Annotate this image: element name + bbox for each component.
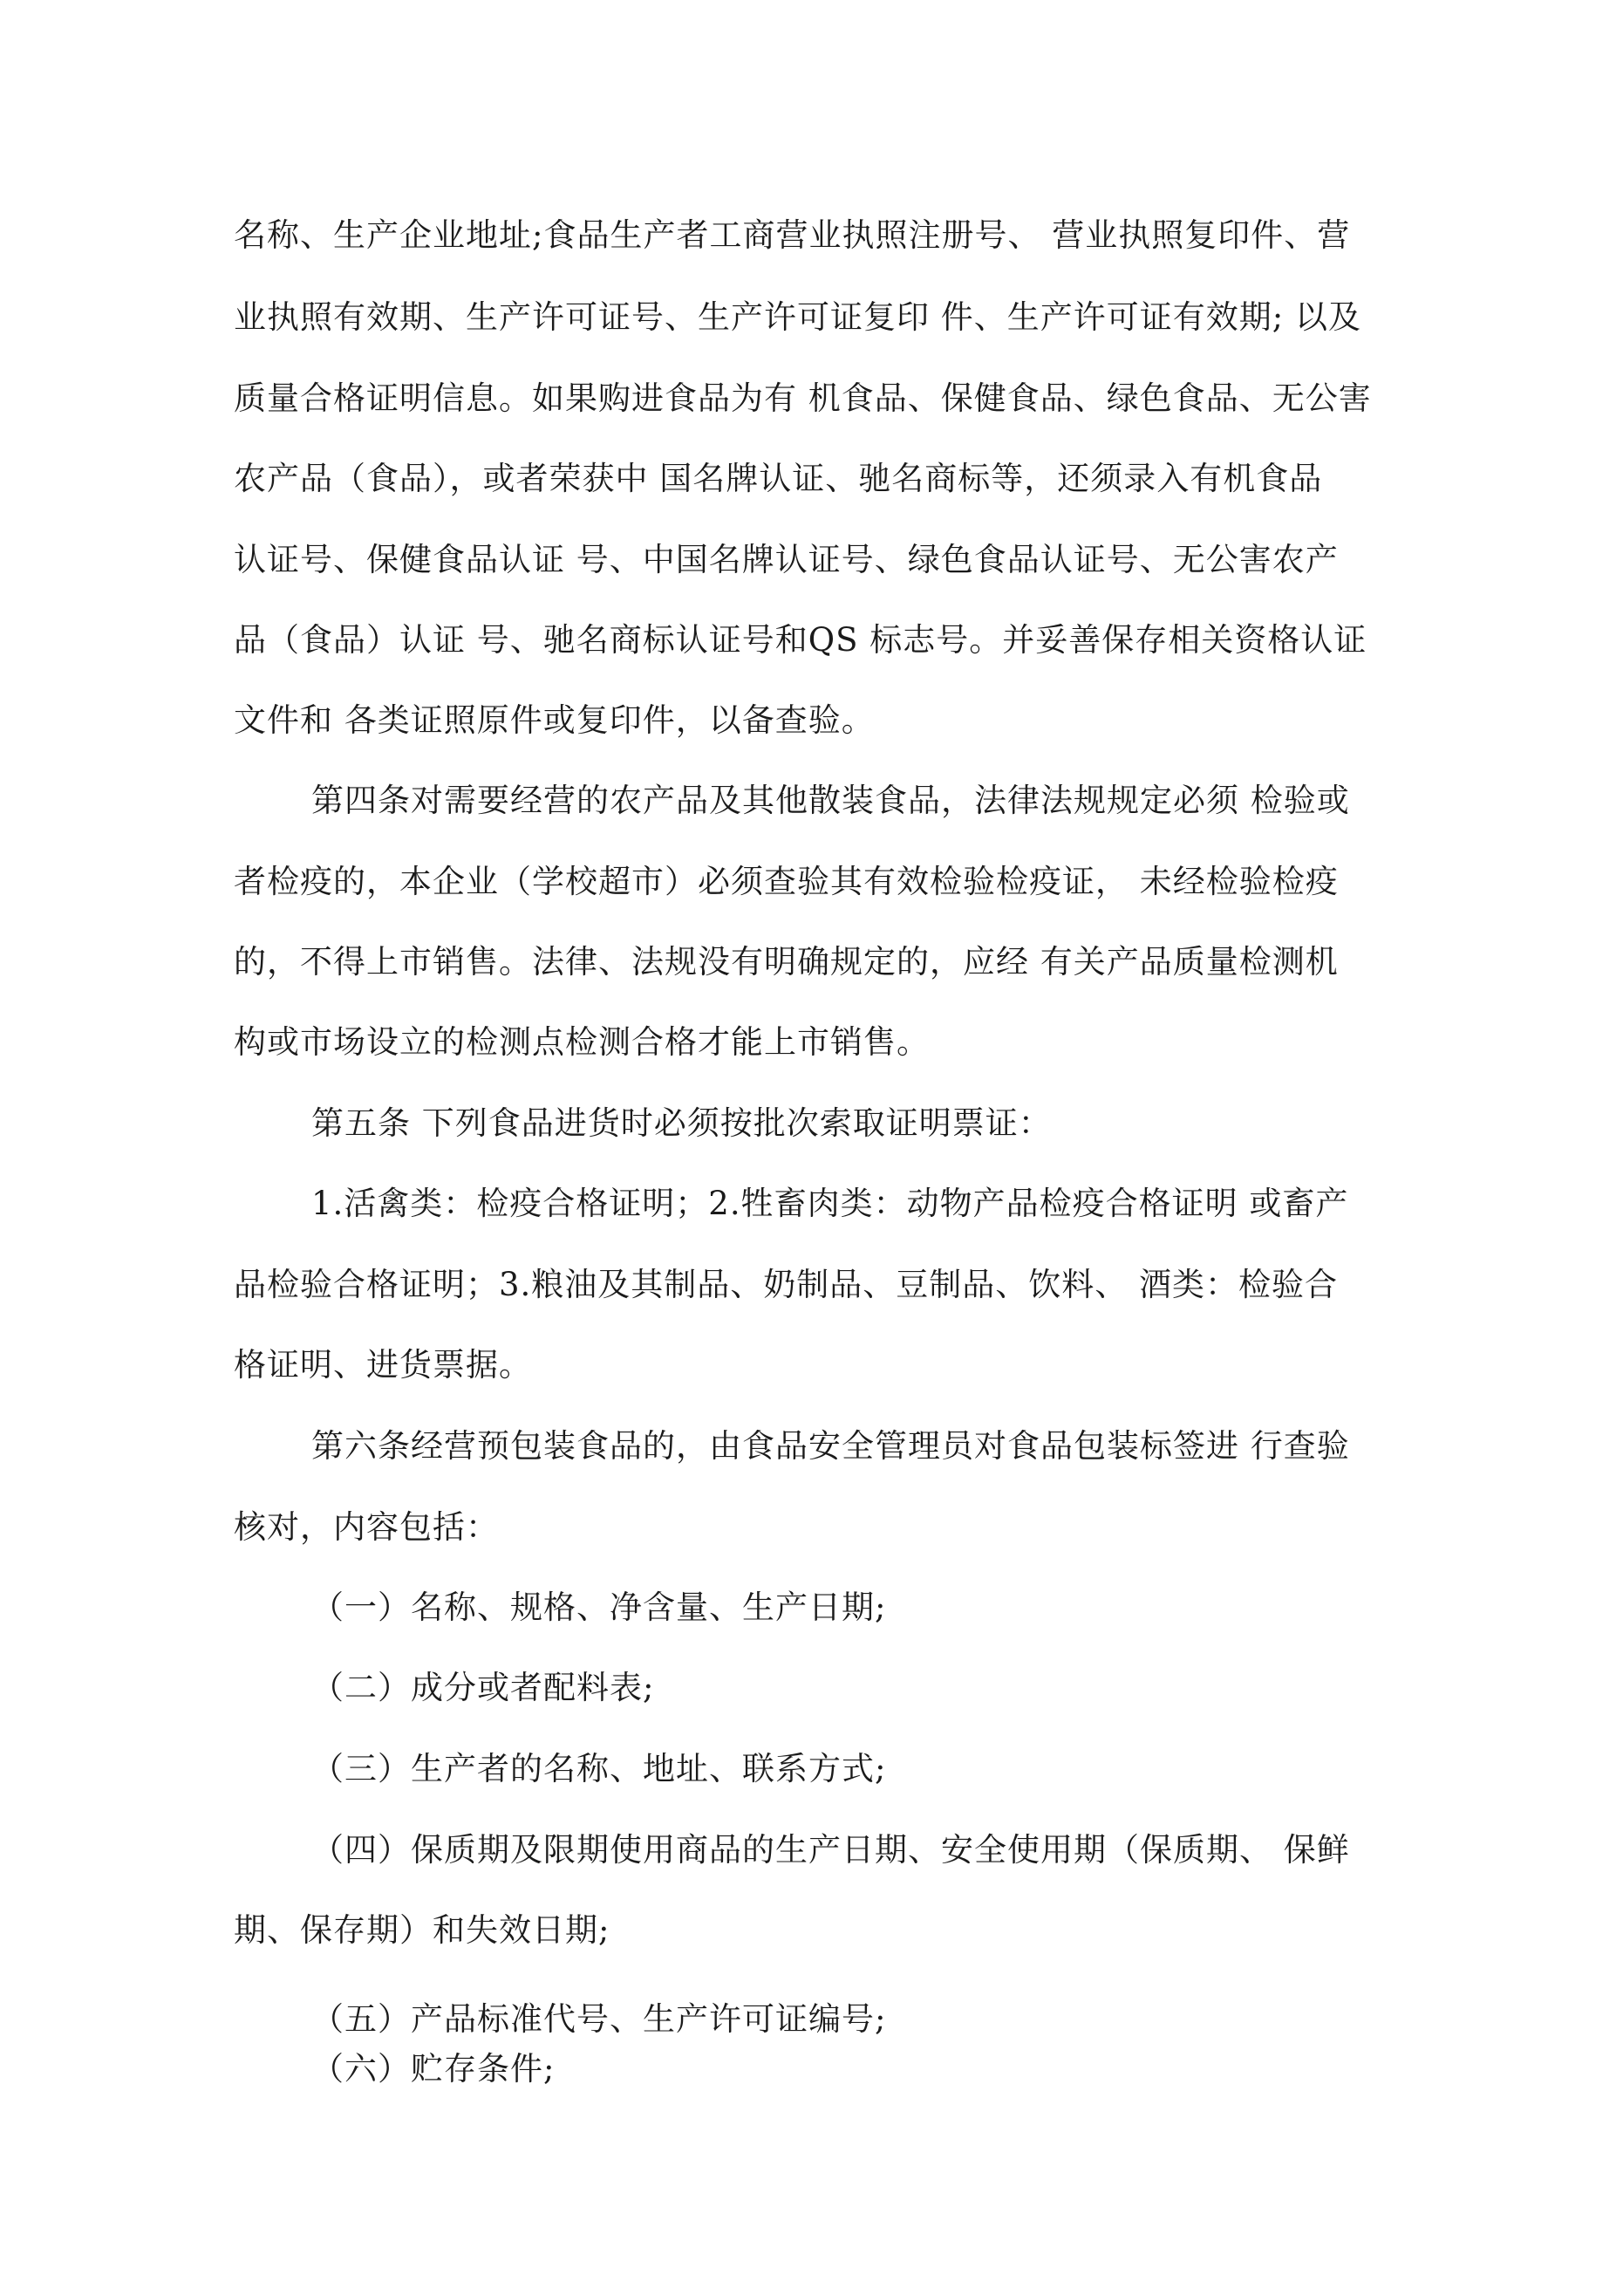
text-line-2: 业执照有效期、生产许可证号、生产许可证复印 件、生产许可证有效期; 以及 [234,298,1361,336]
list-item-5: （五）产品标准代号、生产许可证编号; [311,2000,887,2038]
article-5-heading: 第五条 下列食品进货时必须按批次索取证明票证： [311,1104,1052,1142]
text-line-5: 认证号、保健食品认证 号、中国名牌认证号、绿色食品认证号、无公害农产 [234,541,1339,578]
list-item-2: （二）成分或者配料表; [311,1669,655,1706]
text-line-7: 文件和 各类证照原件或复印件，以备查验。 [234,701,875,739]
article-4-line-1: 第四条对需要经营的农产品及其他散装食品，法律法规规定必须 检验或 [311,782,1350,819]
article-5-line-2: 品检验合格证明；3.粮油及其制品、奶制品、豆制品、饮料、 酒类：检验合 [234,1266,1339,1303]
text-line-4: 农产品（食品），或者荣获中 国名牌认证、驰名商标等，还须录入有机食品 [234,460,1323,497]
article-6-line-2: 核对，内容包括： [234,1508,499,1546]
list-item-1: （一）名称、规格、净含量、生产日期; [311,1589,887,1626]
list-item-3: （三）生产者的名称、地址、联系方式; [311,1750,887,1787]
article-5-line-1: 1.活禽类：检疫合格证明；2.牲畜肉类：动物产品检疫合格证明 或畜产 [311,1185,1349,1222]
list-item-4-cont: 期、保存期）和失效日期; [234,1911,610,1949]
article-6-line-1: 第六条经营预包装食品的，由食品安全管理员对食品包装标签进 行查验 [311,1427,1350,1465]
article-5-line-3: 格证明、进货票据。 [234,1346,532,1384]
article-4-line-3: 的，不得上市销售。法律、法规没有明确规定的，应经 有关产品质量检测机 [234,943,1339,981]
text-line-3: 质量合格证明信息。如果购进食品为有 机食品、保健食品、绿色食品、无公害 [234,379,1372,417]
article-4-line-4: 构或市场设立的检测点检测合格才能上市销售。 [234,1023,930,1061]
list-item-6: （六）贮存条件; [311,2050,556,2088]
text-line-6: 品（食品）认证 号、驰名商标认证号和QS 标志号。并妥善保存相关资格认证 [234,621,1367,659]
text-line-1: 名称、生产企业地址;食品生产者工商营业执照注册号、 营业执照复印件、营 [234,216,1351,254]
article-4-line-2: 者检疫的，本企业（学校超市）必须查验其有效检验检疫证， 未经检验检疫 [234,863,1339,900]
list-item-4: （四）保质期及限期使用商品的生产日期、安全使用期（保质期、 保鲜 [311,1831,1350,1869]
